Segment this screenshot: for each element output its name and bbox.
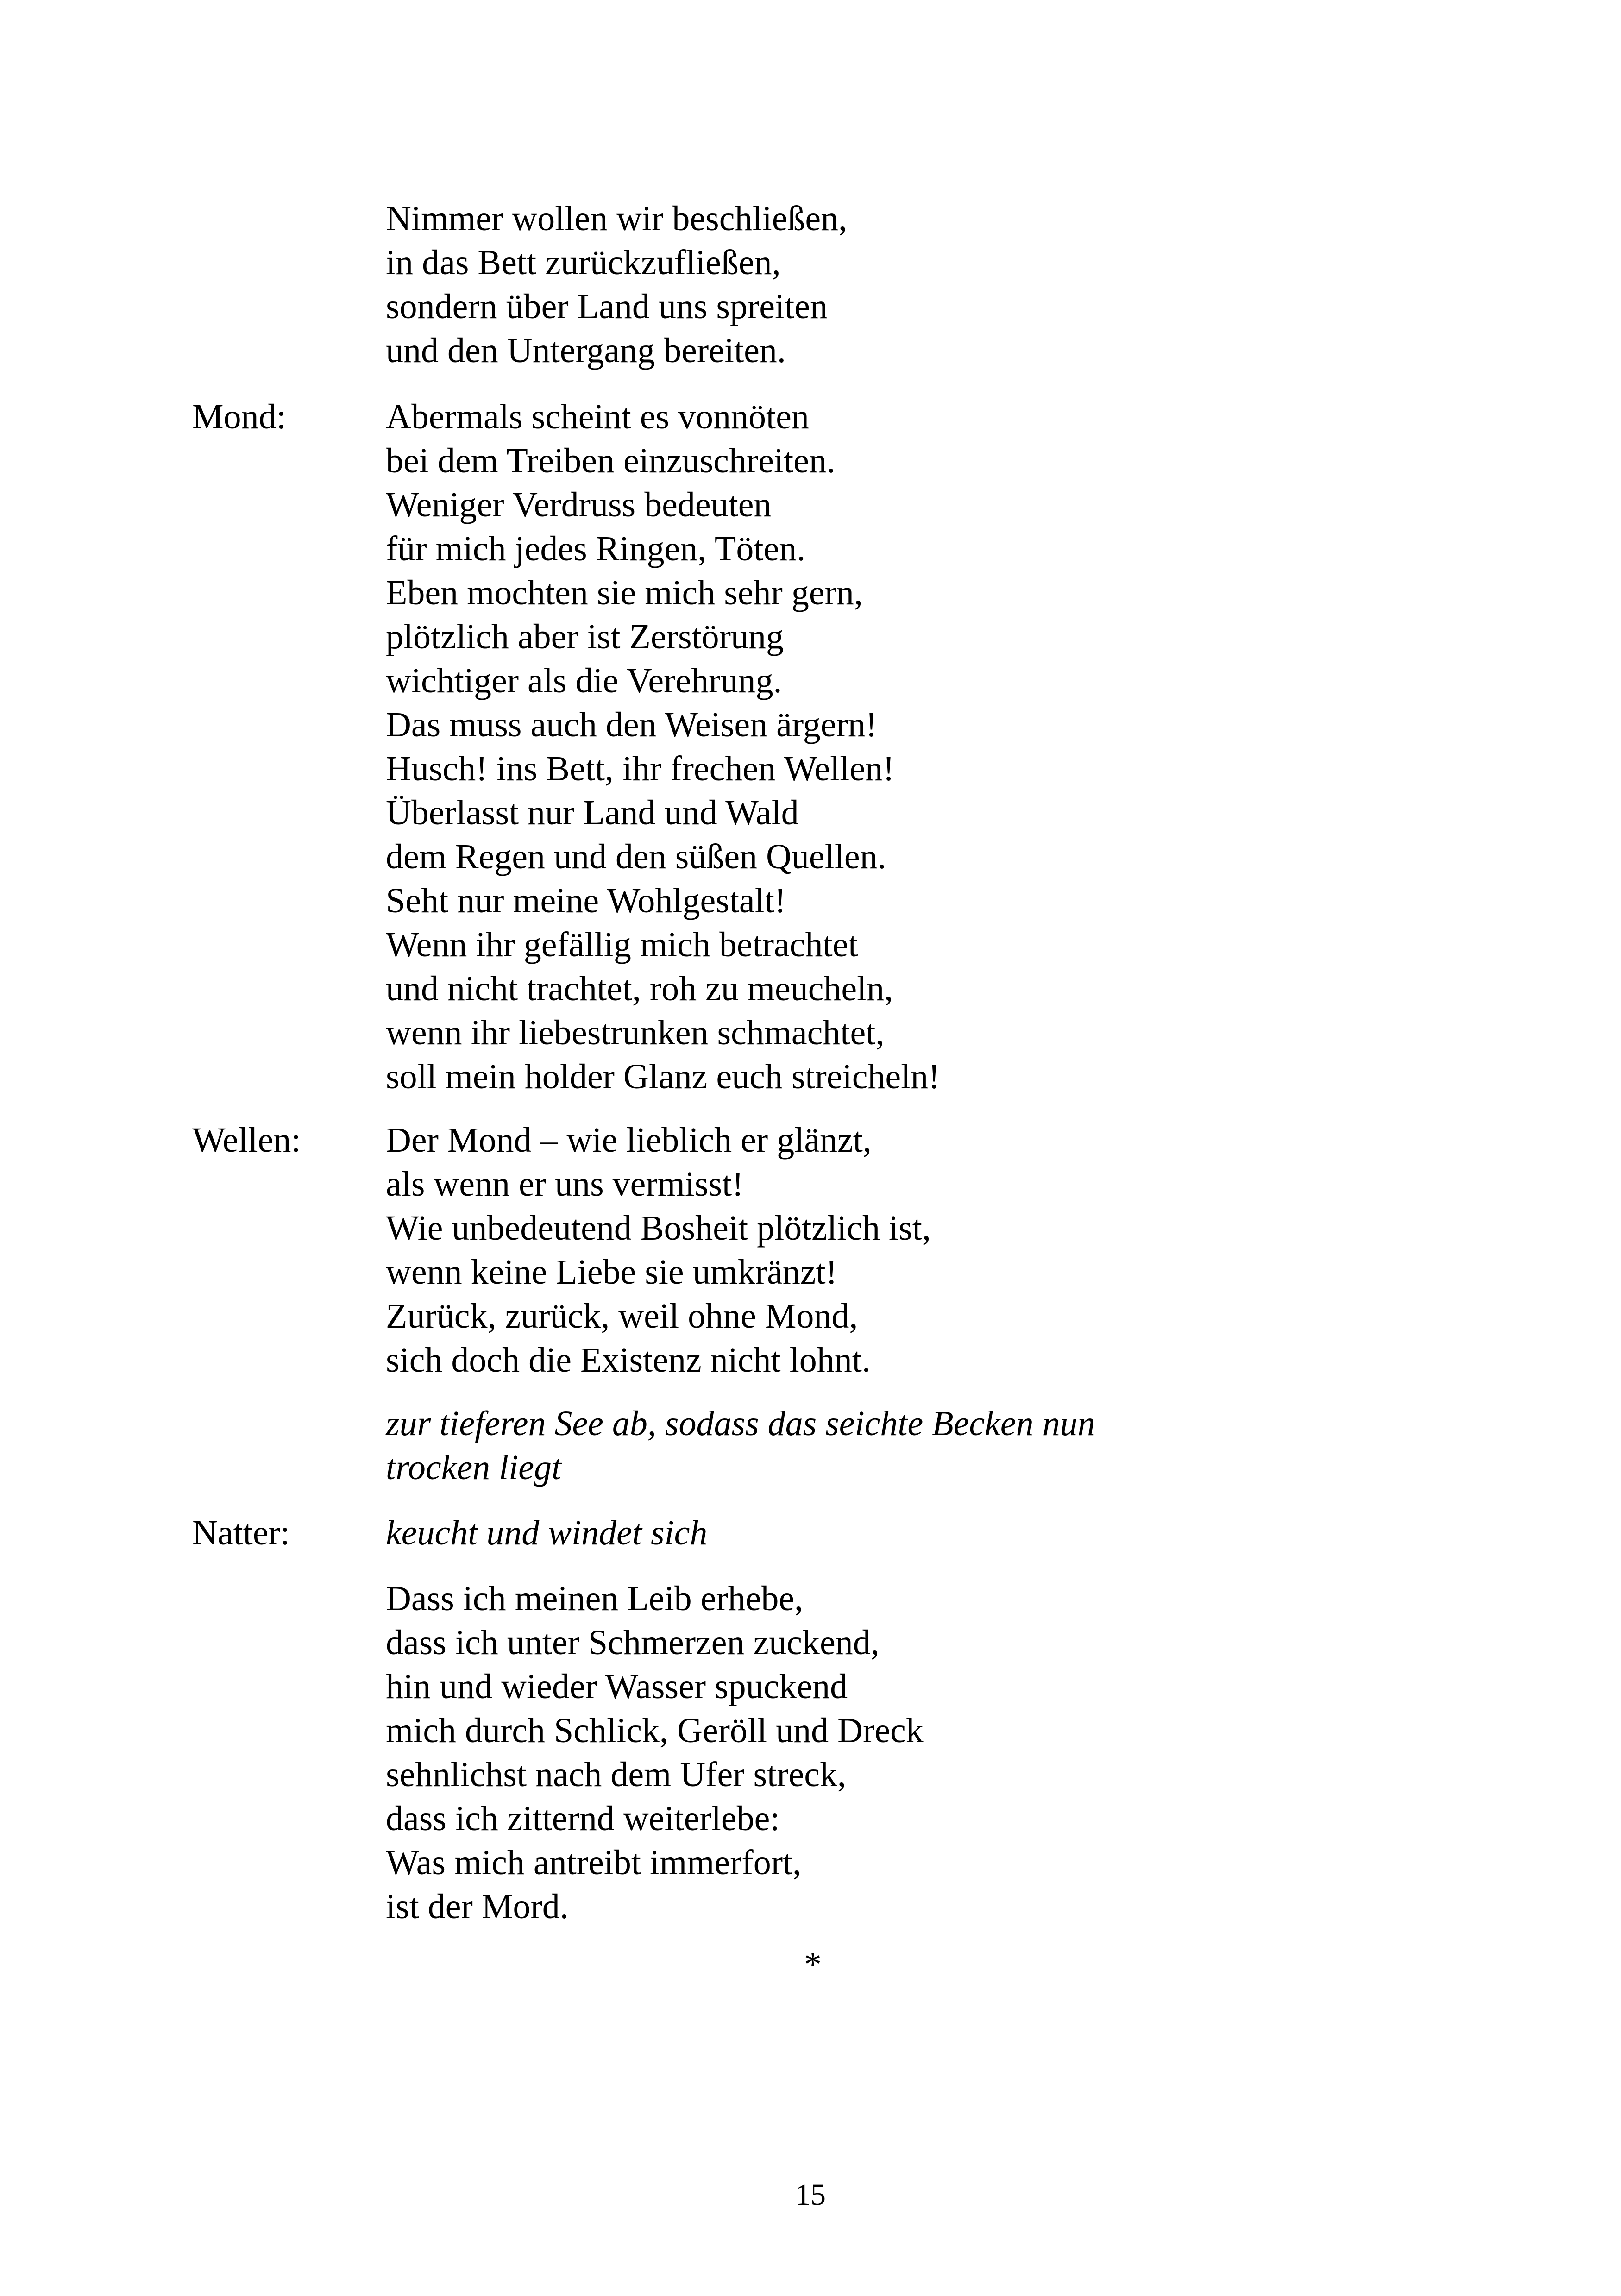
verse-line: Der Mond – wie lieblich er glänzt,	[386, 1121, 872, 1160]
stage-direction-line: keucht und windet sich	[386, 1513, 708, 1552]
verse-line: Eben mochten sie mich sehr gern,	[386, 573, 863, 612]
verse-line: dem Regen und den süßen Quellen.	[386, 837, 886, 876]
stage-direction-lines	[386, 1402, 1095, 1490]
verse-line: Seht nur meine Wohlgestalt!	[386, 881, 786, 920]
verse-line: und nicht trachtet, roh zu meucheln,	[386, 969, 893, 1008]
verse-lines	[386, 197, 847, 373]
verse-line: bei dem Treiben einzuschreiten.	[386, 441, 836, 480]
verse-line: wenn keine Liebe sie umkränzt!	[386, 1253, 837, 1292]
verse-line: Abermals scheint es vonnöten	[386, 397, 809, 436]
verse-line: Weniger Verdruss bedeuten	[386, 485, 772, 524]
verse-lines	[386, 395, 940, 1099]
verse-line: Zurück, zurück, weil ohne Mond,	[386, 1297, 858, 1336]
verse-line: wenn ihr liebestrunken schmachtet,	[386, 1013, 885, 1052]
verse-line: dass ich unter Schmerzen zuckend,	[386, 1623, 880, 1662]
verse-lines	[386, 1577, 924, 1929]
stage-direction-lines	[386, 1511, 707, 1555]
speaker-label: Natter:	[192, 1513, 290, 1552]
verse-line: sondern über Land uns spreiten	[386, 287, 828, 326]
verse-line: plötzlich aber ist Zerstörung	[386, 617, 784, 656]
verse-line: Dass ich meinen Leib erhebe,	[386, 1579, 804, 1618]
verse-line: Überlasst nur Land und Wald	[386, 793, 799, 832]
verse-line: soll mein holder Glanz euch streicheln!	[386, 1057, 940, 1096]
verse-line: sehnlichst nach dem Ufer streck,	[386, 1755, 846, 1794]
verse-line: Husch! ins Bett, ihr frechen Wellen!	[386, 749, 895, 788]
verse-line: hin und wieder Wasser spuckend	[386, 1667, 848, 1706]
verse-line: Was mich antreibt immerfort,	[386, 1843, 802, 1882]
verse-line: für mich jedes Ringen, Töten.	[386, 529, 806, 568]
verse-line: und den Untergang bereiten.	[386, 331, 786, 370]
stage-direction-line: zur tieferen See ab, sodass das seichte Becken nun	[386, 1404, 1095, 1443]
verse-line: Nimmer wollen wir beschließen,	[386, 199, 848, 238]
verse-line: Wenn ihr gefällig mich betrachtet	[386, 925, 858, 964]
verse-line: ist der Mord.	[386, 1887, 569, 1926]
verse-line: sich doch die Existenz nicht lohnt.	[386, 1341, 871, 1380]
speaker-label: Wellen:	[192, 1121, 301, 1160]
verse-line: mich durch Schlick, Geröll und Dreck	[386, 1711, 924, 1750]
stage-direction-line: trocken liegt	[386, 1448, 562, 1487]
verse-line: Das muss auch den Weisen ärgern!	[386, 705, 878, 744]
verse-line: Wie unbedeutend Bosheit plötzlich ist,	[386, 1209, 931, 1248]
verse-line: als wenn er uns vermisst!	[386, 1165, 744, 1204]
page-number: 15	[795, 2178, 826, 2212]
verse-line: in das Bett zurückzufließen,	[386, 243, 781, 282]
verse-line: wichtiger als die Verehrung.	[386, 661, 782, 700]
verse-lines	[386, 1118, 931, 1382]
section-separator: *	[804, 1945, 822, 1984]
speaker-label: Mond:	[192, 397, 286, 436]
verse-line: dass ich zitternd weiterlebe:	[386, 1799, 780, 1838]
